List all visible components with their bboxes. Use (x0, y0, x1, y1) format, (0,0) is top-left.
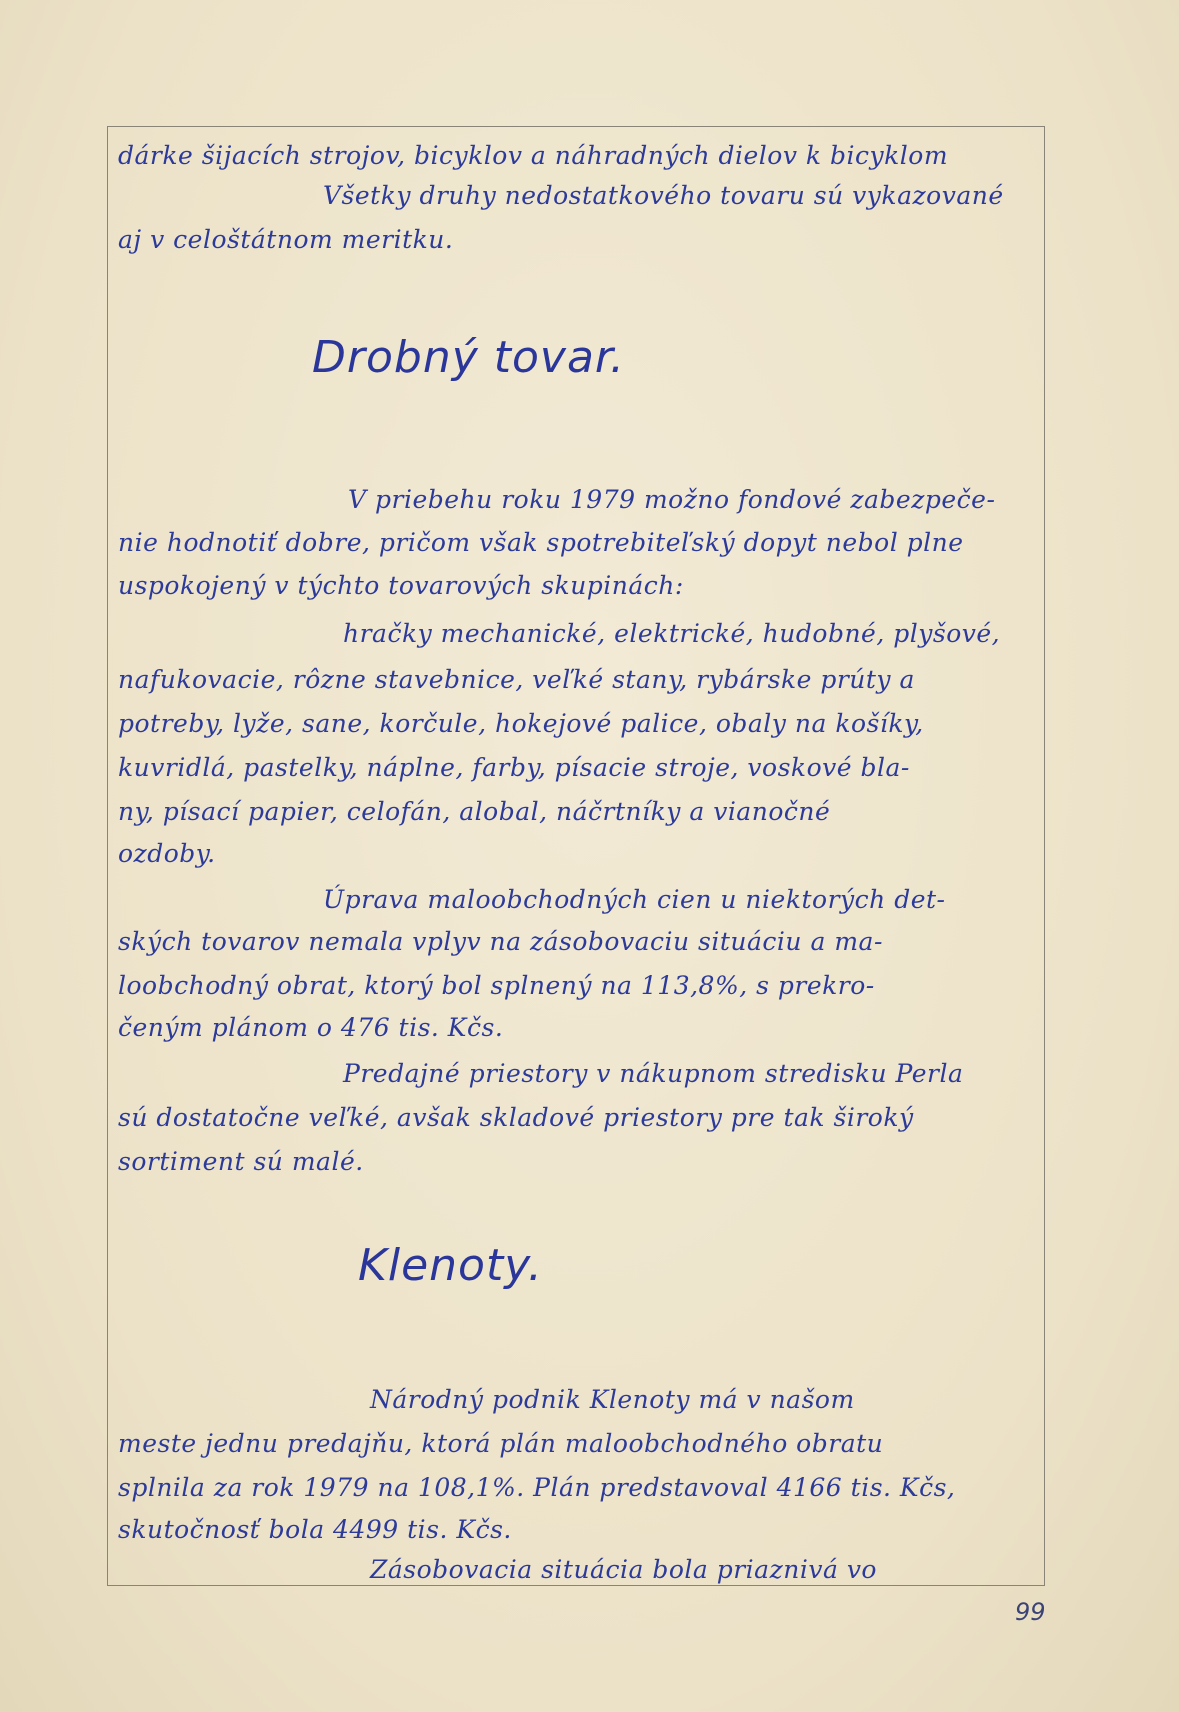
text-line: nafukovacie, rôzne stavebnice, veľké stany, rybárske prúty a (118, 665, 915, 694)
text-line: skutočnosť bola 4499 tis. Kčs. (118, 1515, 512, 1544)
section-heading: Drobný tovar. (312, 332, 625, 383)
text-line: hračky mechanické, elektrické, hudobné, plyšové, (343, 619, 1001, 648)
page-number: 99 (1015, 1598, 1046, 1626)
text-line: ských tovarov nemala vplyv na zásobovaciu situáciu a ma- (118, 927, 883, 956)
text-line: Všetky druhy nedostatkového tovaru sú vykazované (323, 181, 1004, 210)
text-line: ny, písací papier, celofán, alobal, náčrtníky a vianočné (118, 797, 831, 826)
text-line: Úprava maloobchodných cien u niektorých det- (323, 885, 946, 914)
text-line: Zásobovacia situácia bola priaznivá vo (370, 1555, 877, 1584)
text-line: Národný podnik Klenoty má v našom (370, 1385, 855, 1414)
section-heading: Klenoty. (358, 1240, 543, 1291)
text-line: meste jednu predajňu, ktorá plán maloobchodného obratu (118, 1429, 884, 1458)
text-line: ozdoby. (118, 839, 216, 868)
text-line: potreby, lyže, sane, korčule, hokejové palice, obaly na košíky, (118, 709, 924, 738)
text-line: nie hodnotiť dobre, pričom však spotrebiteľský dopyt nebol plne (118, 528, 964, 557)
text-line: sú dostatočne veľké, avšak skladové priestory pre tak široký (118, 1103, 914, 1132)
text-line: V priebehu roku 1979 možno fondové zabezpeče- (348, 485, 996, 514)
text-line: dárke šijacích strojov, bicyklov a náhradných dielov k bicyklom (118, 141, 949, 170)
text-line: Predajné priestory v nákupnom stredisku Perla (343, 1059, 964, 1088)
text-line: splnila za rok 1979 na 108,1%. Plán predstavoval 4166 tis. Kčs, (118, 1473, 956, 1502)
text-line: uspokojený v týchto tovarových skupinách: (118, 571, 684, 600)
text-line: aj v celoštátnom meritku. (118, 225, 454, 254)
text-line: sortiment sú malé. (118, 1147, 364, 1176)
text-line: čeným plánom o 476 tis. Kčs. (118, 1013, 504, 1042)
text-line: loobchodný obrat, ktorý bol splnený na 113,8%, s prekro- (118, 971, 875, 1000)
text-line: kuvridlá, pastelky, náplne, farby, písacie stroje, voskové bla- (118, 753, 910, 782)
